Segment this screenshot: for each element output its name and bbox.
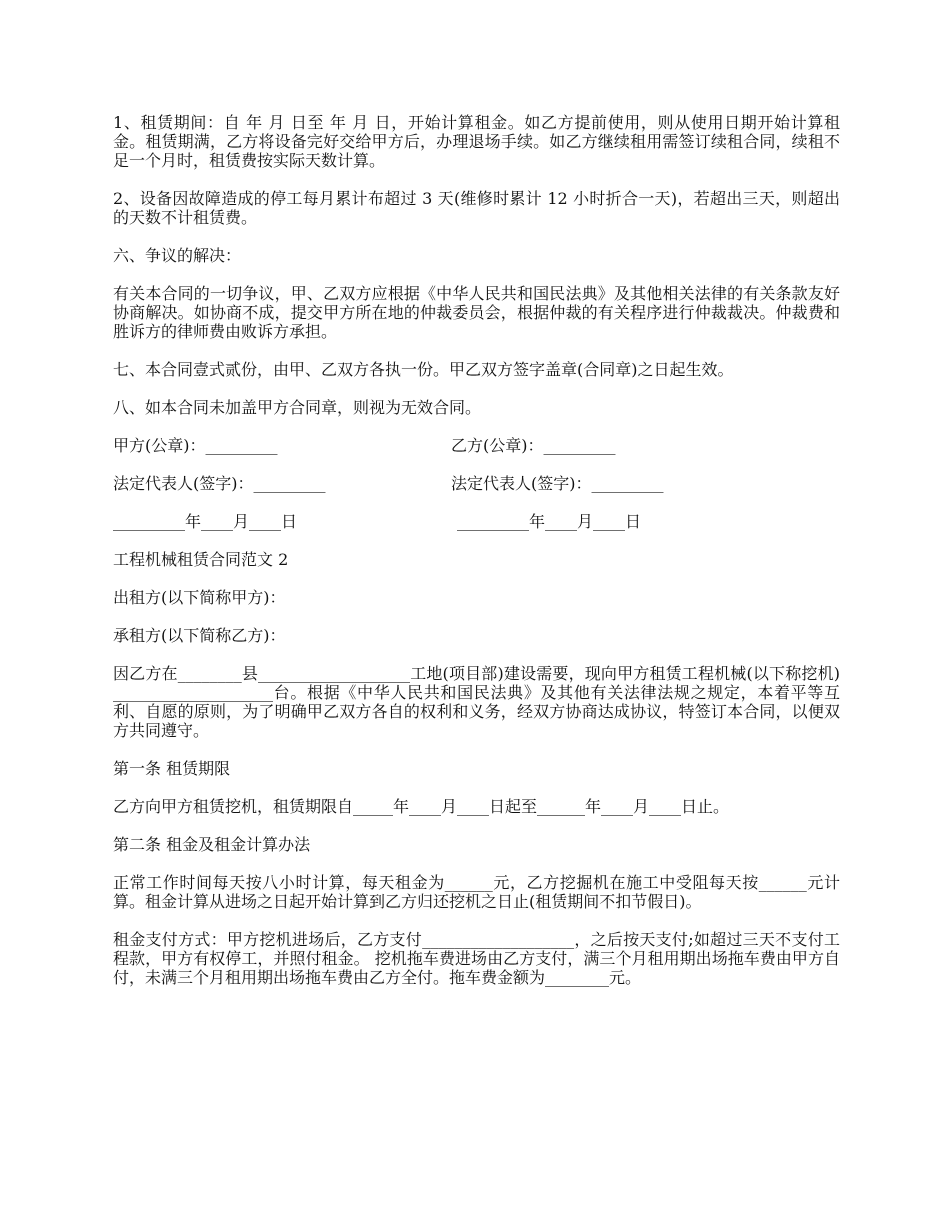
contract2-intro: 因乙方在________县___________________工地(项目部)建设需要，现向甲方租赁工程机械(以下称挖机)____________________台。根据《中华人民共和国民法典》及其他有关法律法规之规定，本着平等互利、自愿的原则，为了明确甲乙双方各自的权利和义务，经双方协商达成协议，特签订本合同，以便双方共同遵守。 [113, 664, 840, 740]
party-a-seal: 甲方(公章)：_________ [113, 436, 278, 455]
contract2-title: 工程机械租赁合同范文 2 [113, 550, 289, 569]
article1-text: 乙方向甲方租赁挖机，租赁期限自_____年____月____日起至______年____月____日止。 [113, 797, 730, 816]
clause-copies: 七、本合同壹式贰份，由甲、乙双方各执一份。甲乙双方签字盖章(合同章)之日起生效。 [113, 360, 734, 379]
party-b-seal: 乙方(公章)：_________ [451, 436, 616, 455]
article2-text-payment: 租金支付方式：甲方挖机进场后，乙方支付___________________，之后按天支付;如超过三天不支付工程款，甲方有权停工，并照付租金。 挖机拖车费进场由乙方支付，满三个月租用期出场拖车费由甲方自付，未满三个月租用期出场拖车费由乙方全付。拖车费金额为________元。 [113, 930, 840, 987]
contract2-lessor: 出租方(以下简称甲方)： [113, 588, 286, 607]
party-b-representative: 法定代表人(签字)：_________ [451, 474, 664, 493]
party-b-date: _________年____月____日 [457, 512, 642, 531]
clause-dispute-resolution: 有关本合同的一切争议，甲、乙双方应根据《中华人民共和国民法典》及其他相关法律的有关条款友好协商解决。如协商不成，提交甲方所在地的仲裁委员会，根据仲裁的有关程序进行仲裁裁决。仲裁费和胜诉方的律师费由败诉方承担。 [113, 284, 840, 341]
document-page [113, 113, 840, 1006]
party-a-representative: 法定代表人(签字)：_________ [113, 474, 326, 493]
signature-seal-row [113, 436, 840, 455]
clause-equipment-failure: 2、设备因故障造成的停工每月累计布超过 3 天(维修时累计 12 小时折合一天)，若超出三天，则超出的天数不计租赁费。 [113, 189, 840, 227]
section-heading-dispute: 六、争议的解决： [113, 246, 242, 265]
signature-date-row [113, 512, 840, 531]
article1-title: 第一条 租赁期限 [113, 759, 231, 778]
signature-rep-row [113, 474, 840, 493]
contract2-lessee: 承租方(以下简称乙方)： [113, 626, 286, 645]
party-a-date: _________年____月____日 [113, 512, 298, 531]
clause-lease-period: 1、租赁期间：自 年 月 日至 年 月 日，开始计算租金。如乙方提前使用，则从使用日期开始计算租金。租赁期满，乙方将设备完好交给甲方后，办理退场手续。如乙方继续租用需签订续租合同，续租不足一个月时，租赁费按实际天数计算。 [113, 113, 840, 170]
article2-text-rent: 正常工作时间每天按八小时计算，每天租金为______元，乙方挖掘机在施工中受阻每天按______元计算。租金计算从进场之日起开始计算到乙方归还挖机之日止(租赁期间不扣节假日)。 [113, 873, 840, 911]
clause-seal-validity: 八、如本合同未加盖甲方合同章，则视为无效合同。 [113, 398, 482, 417]
article2-title: 第二条 租金及租金计算办法 [113, 835, 311, 854]
